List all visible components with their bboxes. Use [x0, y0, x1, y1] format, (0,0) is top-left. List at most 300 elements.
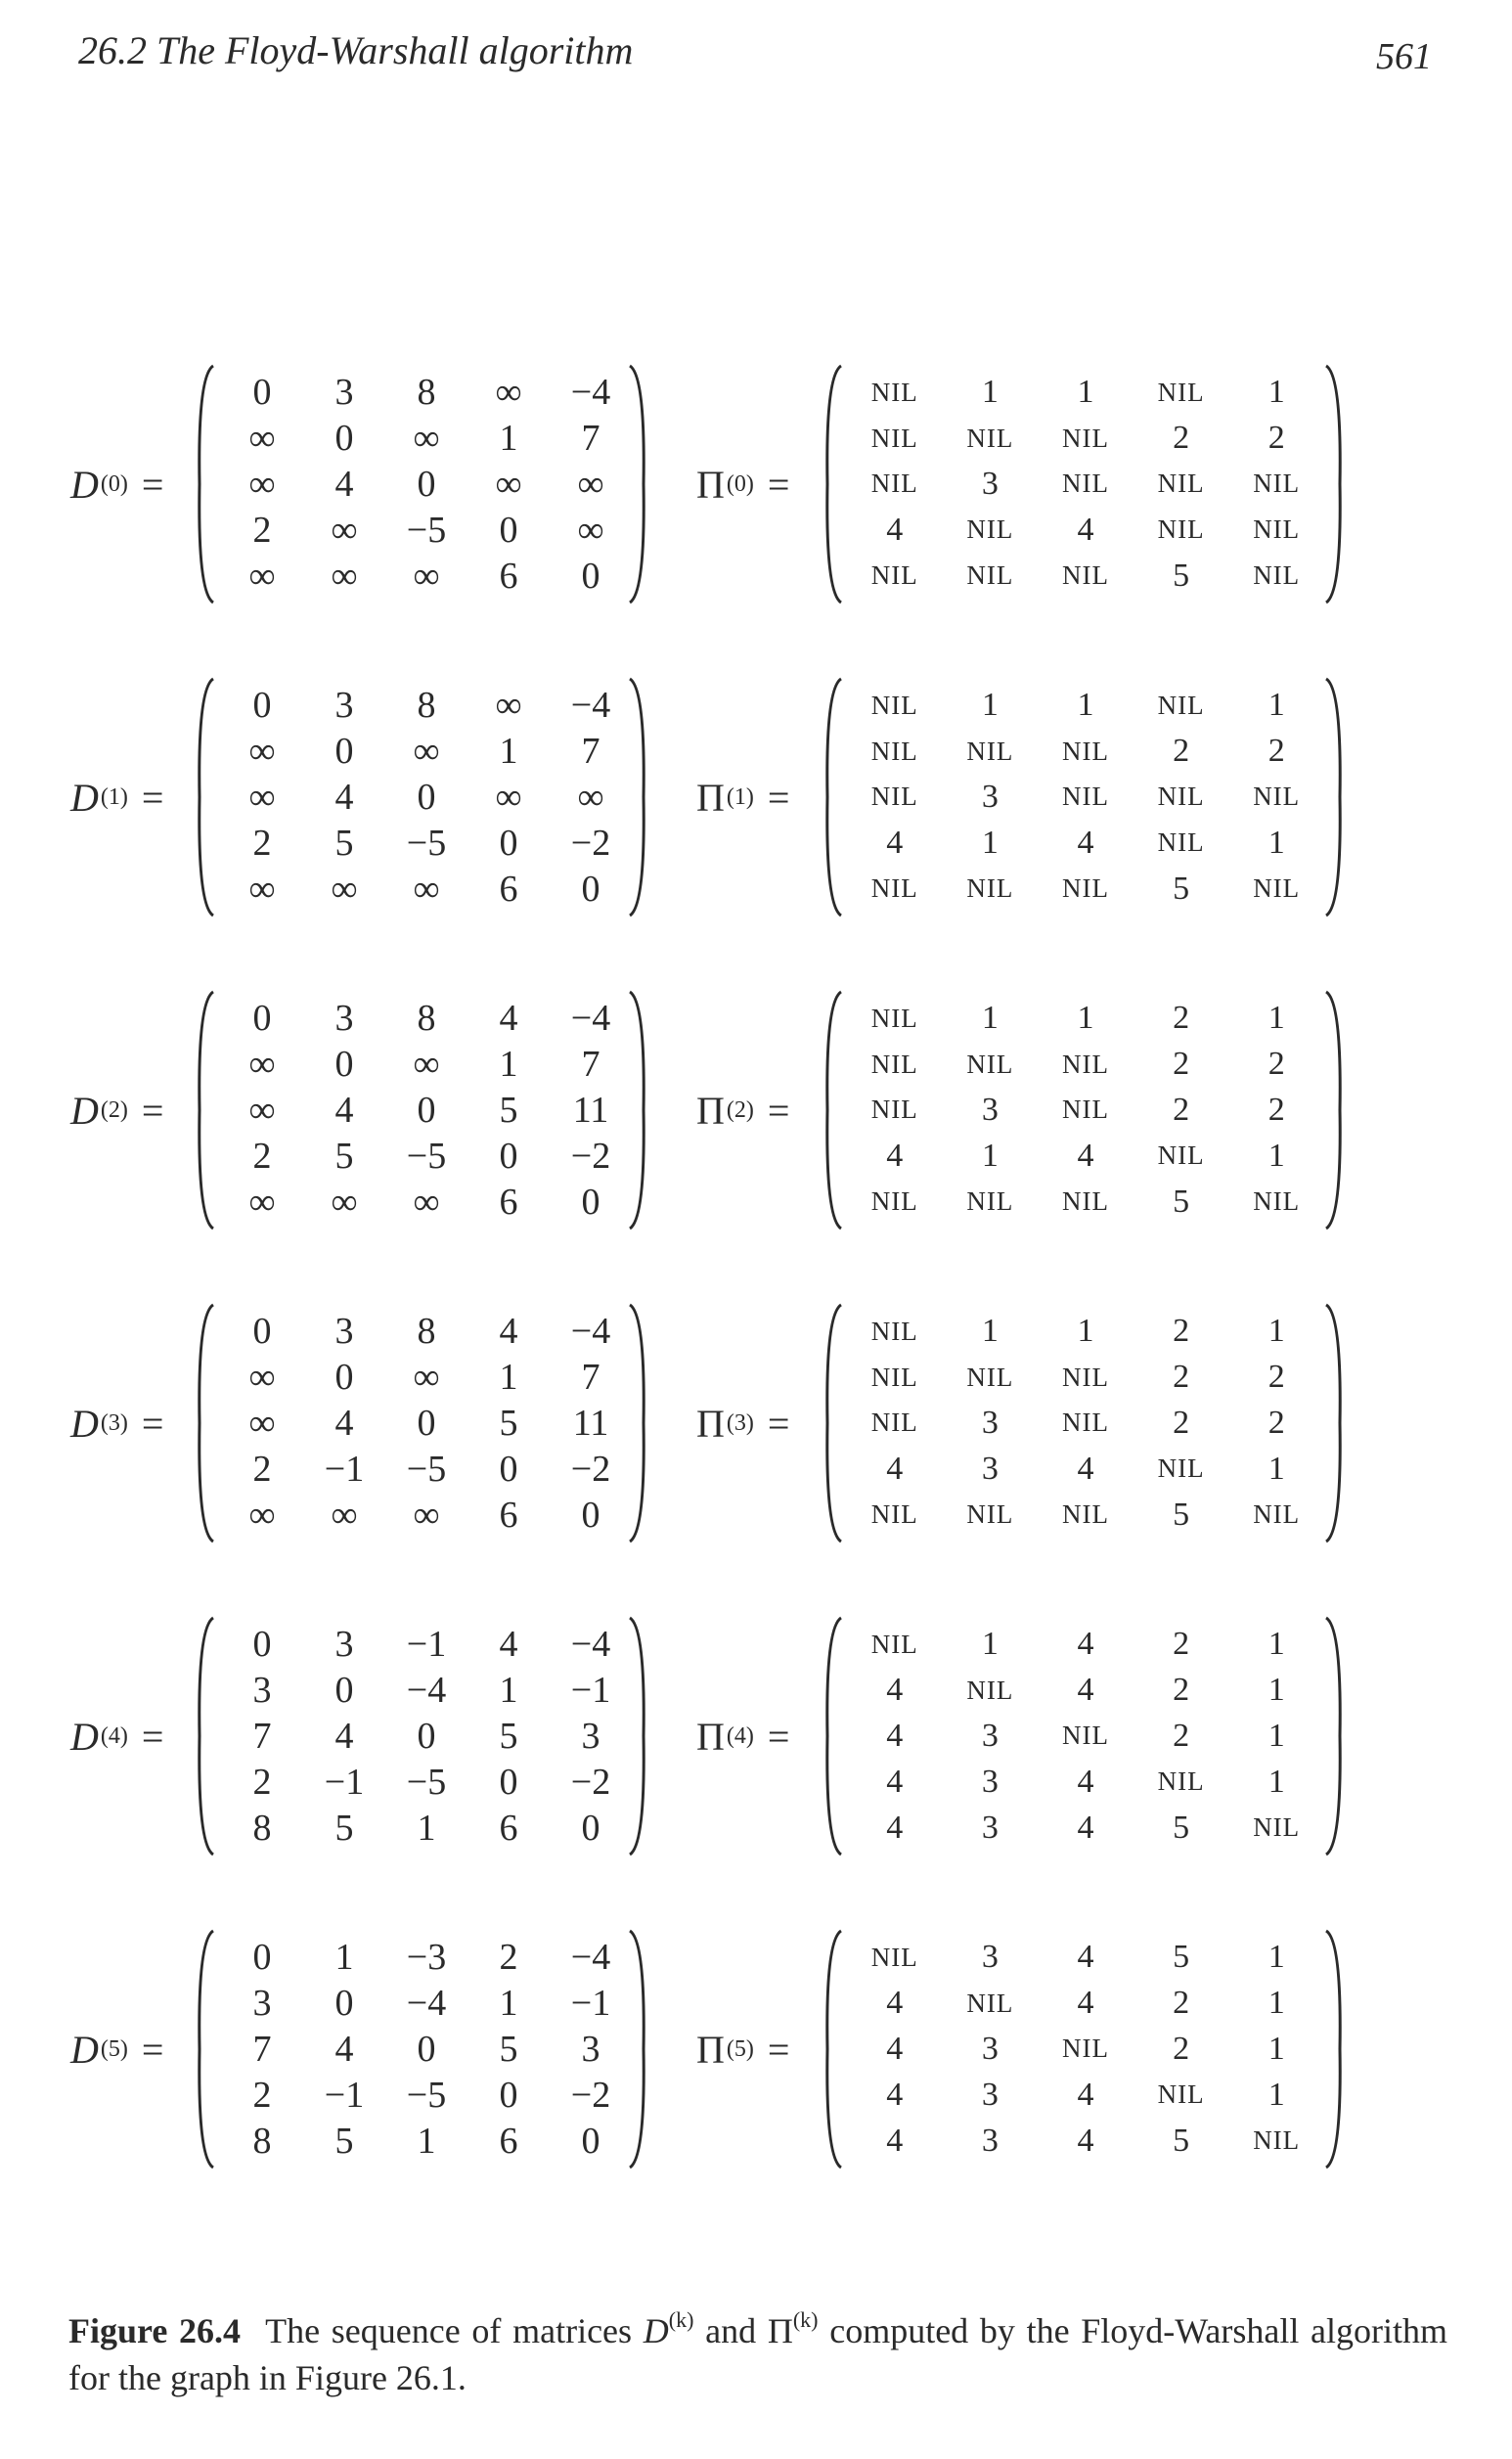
matrix-cell: NIL: [870, 1499, 918, 1530]
matrix-cell: 2: [1173, 420, 1190, 457]
matrix-cell: NIL: [1253, 469, 1301, 499]
matrix-cell: 1: [417, 1807, 436, 1849]
k-superscript: (3): [100, 1409, 128, 1436]
matrix-cell: 4: [886, 1809, 904, 1846]
matrix-cell: ∞: [248, 1357, 276, 1399]
matrix-cell: 0: [417, 1402, 436, 1444]
matrix-cell: −1: [324, 2074, 365, 2116]
right-bracket: [1322, 988, 1344, 1232]
distance-matrix: [221, 683, 632, 912]
matrix-cell: −5: [406, 1761, 447, 1803]
matrix-cell: NIL: [1157, 1766, 1205, 1797]
matrix-cell: 2: [1173, 1313, 1190, 1350]
predecessor-matrix: [847, 1309, 1324, 1538]
matrix-cell: 4: [886, 2030, 904, 2067]
matrix-cell: 8: [417, 685, 436, 727]
matrix-cell: 0: [334, 731, 354, 773]
matrix-cell: NIL: [870, 1049, 918, 1079]
matrix-cell: 2: [499, 1937, 518, 1979]
matrix-cell: 1: [499, 1357, 518, 1399]
matrix-cell: ∞: [248, 463, 276, 505]
p-matrix-label: [696, 1614, 789, 1858]
matrix-cell: 2: [252, 1761, 272, 1803]
k-superscript: (0): [726, 470, 754, 497]
d-symbol: D: [70, 1714, 99, 1759]
matrix-cell: −5: [406, 2074, 447, 2116]
right-bracket: [1322, 362, 1344, 606]
d-matrix-label: [70, 675, 163, 919]
matrix-cell: 4: [886, 1985, 904, 2022]
right-bracket: [1322, 1614, 1344, 1858]
matrix-cell: 1: [1267, 2030, 1285, 2067]
matrix-cell: 2: [1173, 1626, 1190, 1663]
left-bracket: [823, 1614, 845, 1858]
matrix-cell: 3: [252, 1670, 272, 1712]
matrix-cell: 5: [499, 1715, 518, 1757]
matrix-cell: 1: [1077, 687, 1094, 724]
page-number: 561: [1376, 36, 1432, 77]
matrix-cell: 4: [1077, 1763, 1094, 1800]
caption-text-2: computed by the Floyd-Warshall algorithm for the graph in Figure 26.1.: [68, 2311, 1448, 2397]
matrix-cell: 1: [981, 687, 999, 724]
matrix-cell: NIL: [1157, 1453, 1205, 1484]
matrix-cell: ∞: [248, 1044, 276, 1086]
figure-caption: [68, 2297, 1447, 2401]
matrix-cell: 2: [252, 1135, 272, 1177]
matrix-cell: NIL: [966, 1675, 1014, 1705]
matrix-cell: NIL: [1062, 1362, 1109, 1392]
matrix-cell: NIL: [966, 1186, 1014, 1217]
matrix-cell: 4: [1077, 1626, 1094, 1663]
predecessor-matrix: [847, 1935, 1324, 2164]
matrix-cell: NIL: [870, 873, 918, 904]
matrix-cell: NIL: [1062, 560, 1109, 591]
matrix-cell: ∞: [248, 776, 276, 818]
matrix-cell: NIL: [870, 1408, 918, 1438]
predecessor-matrix: [847, 683, 1324, 912]
matrix-cell: 5: [1173, 557, 1190, 594]
matrix-cell: −1: [570, 1670, 611, 1712]
matrix-cell: 1: [1267, 1000, 1285, 1037]
k-superscript: (3): [726, 1409, 754, 1436]
matrix-cell: −1: [324, 1761, 365, 1803]
matrix-cell: −4: [570, 1624, 611, 1666]
matrix-cell: 3: [981, 778, 999, 815]
matrix-cell: ∞: [495, 372, 522, 414]
matrix-cell: 1: [1267, 1137, 1285, 1174]
matrix-cell: −2: [570, 822, 611, 864]
matrix-cell: 3: [252, 1983, 272, 2025]
matrix-cell: NIL: [1253, 2125, 1301, 2156]
matrix-cell: 5: [1173, 870, 1190, 907]
matrix-cell: −3: [406, 1937, 447, 1979]
matrix-cell: 5: [1173, 1183, 1190, 1220]
matrix-cell: 3: [334, 372, 354, 414]
matrix-cell: NIL: [870, 1186, 918, 1217]
matrix-cell: 4: [334, 776, 354, 818]
matrix-cell: 3: [981, 1450, 999, 1487]
matrix-row-0: [0, 362, 1512, 606]
matrix-cell: NIL: [1062, 469, 1109, 499]
matrix-cell: ∞: [413, 1357, 440, 1399]
matrix-cell: ∞: [248, 1089, 276, 1131]
matrix-cell: −5: [406, 1448, 447, 1490]
matrix-cell: 8: [417, 1311, 436, 1353]
matrix-cell: NIL: [870, 469, 918, 499]
d-matrix-label: [70, 1301, 163, 1545]
matrix-cell: ∞: [248, 418, 276, 460]
matrix-cell: 0: [334, 1670, 354, 1712]
matrix-cell: 3: [334, 1624, 354, 1666]
left-bracket: [196, 675, 217, 919]
matrix-cell: ∞: [248, 1181, 276, 1223]
predecessor-matrix: [847, 1622, 1324, 1851]
matrix-cell: 11: [572, 1402, 609, 1444]
equals-sign: =: [141, 1088, 164, 1133]
matrix-cell: NIL: [1062, 873, 1109, 904]
matrix-cell: NIL: [1253, 873, 1301, 904]
matrix-cell: 2: [1267, 420, 1285, 457]
matrix-cell: NIL: [966, 1988, 1014, 2018]
matrix-cell: 3: [981, 2030, 999, 2067]
matrix-cell: NIL: [1253, 1186, 1301, 1217]
matrix-cell: 0: [334, 1044, 354, 1086]
equals-sign: =: [767, 462, 790, 507]
matrix-cell: 2: [1173, 1985, 1190, 2022]
matrix-cell: −4: [570, 1311, 611, 1353]
matrix-cell: −5: [406, 509, 447, 551]
matrix-cell: NIL: [870, 1362, 918, 1392]
matrix-cell: −4: [570, 998, 611, 1040]
matrix-cell: NIL: [1157, 827, 1205, 858]
matrix-cell: 6: [499, 868, 518, 910]
matrix-cell: ∞: [413, 731, 440, 773]
matrix-cell: 1: [1077, 374, 1094, 411]
right-bracket: [1322, 1301, 1344, 1545]
matrix-cell: NIL: [870, 1003, 918, 1033]
matrix-cell: −4: [570, 685, 611, 727]
matrix-cell: 4: [334, 463, 354, 505]
matrix-cell: 1: [334, 1937, 354, 1979]
matrix-cell: −2: [570, 1761, 611, 1803]
matrix-cell: ∞: [577, 463, 604, 505]
p-symbol: Π: [696, 1401, 725, 1446]
right-bracket: [626, 988, 647, 1232]
matrix-cell: 7: [581, 1357, 600, 1399]
matrix-cell: ∞: [331, 868, 358, 910]
right-bracket: [626, 675, 647, 919]
left-bracket: [196, 1927, 217, 2171]
matrix-cell: 3: [981, 1091, 999, 1128]
matrix-cell: 4: [1077, 2076, 1094, 2113]
matrix-cell: NIL: [870, 1095, 918, 1125]
matrix-cell: 5: [334, 2120, 354, 2162]
matrix-cell: ∞: [413, 555, 440, 597]
matrix-cell: 1: [417, 2120, 436, 2162]
matrix-cell: 0: [417, 776, 436, 818]
matrix-cell: 5: [334, 1807, 354, 1849]
matrix-cell: 4: [334, 1089, 354, 1131]
caption-and: and: [705, 2311, 757, 2350]
matrix-cell: 5: [499, 1402, 518, 1444]
matrix-cell: 4: [886, 824, 904, 861]
matrix-cell: 4: [1077, 1137, 1094, 1174]
matrix-cell: 5: [334, 1135, 354, 1177]
matrix-cell: −1: [406, 1624, 447, 1666]
matrix-cell: 7: [252, 1715, 272, 1757]
matrix-cell: 0: [252, 1937, 272, 1979]
matrix-cell: NIL: [1062, 1499, 1109, 1530]
matrix-cell: NIL: [966, 560, 1014, 591]
matrix-cell: 0: [252, 685, 272, 727]
right-bracket: [1322, 1927, 1344, 2171]
p-matrix-label: [696, 1301, 789, 1545]
right-bracket: [626, 1927, 647, 2171]
matrix-cell: 4: [499, 1624, 518, 1666]
matrix-cell: NIL: [870, 736, 918, 766]
matrix-cell: 6: [499, 555, 518, 597]
matrix-cell: 1: [499, 1044, 518, 1086]
matrix-cell: 2: [1173, 1000, 1190, 1037]
caption-text-1: The sequence of matrices: [265, 2311, 633, 2350]
matrix-cell: 1: [1267, 687, 1285, 724]
matrix-row-4: [0, 1614, 1512, 1858]
predecessor-matrix: [847, 996, 1324, 1225]
matrix-cell: 4: [886, 1450, 904, 1487]
matrix-cell: 0: [252, 1624, 272, 1666]
matrix-cell: NIL: [966, 736, 1014, 766]
matrix-cell: NIL: [870, 690, 918, 720]
matrix-cell: 2: [252, 822, 272, 864]
matrix-cell: ∞: [331, 509, 358, 551]
matrix-cell: 4: [1077, 1672, 1094, 1709]
matrix-cell: −5: [406, 822, 447, 864]
matrix-cell: 4: [334, 1715, 354, 1757]
d-matrix-label: [70, 988, 163, 1232]
matrix-cell: NIL: [870, 1316, 918, 1346]
matrix-cell: 3: [981, 465, 999, 502]
matrix-cell: 3: [581, 2028, 600, 2070]
matrix-cell: NIL: [870, 782, 918, 812]
matrix-cell: 4: [886, 1672, 904, 1709]
matrix-cell: −4: [570, 372, 611, 414]
matrix-cell: 0: [334, 1357, 354, 1399]
matrix-cell: 2: [1173, 1672, 1190, 1709]
matrix-cell: ∞: [248, 555, 276, 597]
matrix-cell: −4: [406, 1983, 447, 2025]
matrix-row-1: [0, 675, 1512, 919]
left-bracket: [823, 675, 845, 919]
equals-sign: =: [141, 1714, 164, 1759]
matrix-cell: 2: [1173, 733, 1190, 770]
p-symbol: Π: [696, 2027, 725, 2072]
right-bracket: [1322, 675, 1344, 919]
matrix-cell: 1: [1267, 824, 1285, 861]
matrix-cell: 0: [252, 1311, 272, 1353]
matrix-cell: 4: [334, 1402, 354, 1444]
matrix-cell: 2: [1267, 1359, 1285, 1396]
matrix-cell: 3: [581, 1715, 600, 1757]
matrix-cell: NIL: [1062, 1721, 1109, 1751]
left-bracket: [196, 362, 217, 606]
matrix-cell: 4: [886, 1717, 904, 1754]
matrix-cell: 4: [886, 1137, 904, 1174]
matrix-cell: ∞: [577, 509, 604, 551]
matrix-cell: 1: [981, 374, 999, 411]
matrix-cell: 0: [417, 1715, 436, 1757]
distance-matrix: [221, 370, 632, 599]
matrix-cell: NIL: [1253, 1499, 1301, 1530]
matrix-cell: NIL: [1157, 469, 1205, 499]
left-bracket: [196, 1614, 217, 1858]
matrix-cell: 2: [1267, 1404, 1285, 1441]
matrix-cell: 7: [581, 731, 600, 773]
matrix-cell: 0: [499, 1135, 518, 1177]
matrix-cell: 3: [981, 2076, 999, 2113]
matrix-row-3: [0, 1301, 1512, 1545]
left-bracket: [823, 1301, 845, 1545]
k-superscript: (1): [726, 783, 754, 810]
matrix-cell: NIL: [966, 1362, 1014, 1392]
matrix-cell: NIL: [1062, 1049, 1109, 1079]
distance-matrix: [221, 1622, 632, 1851]
matrix-cell: ∞: [331, 1181, 358, 1223]
k-superscript: (1): [100, 783, 128, 810]
matrix-cell: ∞: [413, 1044, 440, 1086]
k-superscript: (0): [100, 470, 128, 497]
matrix-cell: 7: [252, 2028, 272, 2070]
matrix-cell: ∞: [413, 1494, 440, 1536]
matrix-cell: 0: [334, 418, 354, 460]
matrix-cell: 3: [981, 2122, 999, 2159]
matrix-cell: 0: [581, 555, 600, 597]
matrix-cell: 4: [1077, 1450, 1094, 1487]
matrix-cell: 8: [252, 2120, 272, 2162]
right-bracket: [626, 1614, 647, 1858]
p-matrix-label: [696, 1927, 789, 2171]
matrix-cell: ∞: [413, 1181, 440, 1223]
matrix-cell: 4: [1077, 1985, 1094, 2022]
left-bracket: [823, 988, 845, 1232]
matrix-cell: 4: [499, 1311, 518, 1353]
matrix-cell: 4: [886, 1763, 904, 1800]
matrix-cell: −5: [406, 1135, 447, 1177]
matrix-cell: 4: [1077, 1809, 1094, 1846]
matrix-cell: ∞: [331, 555, 358, 597]
matrix-cell: 2: [1267, 733, 1285, 770]
matrix-cell: NIL: [966, 1499, 1014, 1530]
matrix-cell: 5: [499, 2028, 518, 2070]
matrix-cell: 4: [1077, 511, 1094, 548]
matrix-cell: NIL: [1062, 736, 1109, 766]
equals-sign: =: [141, 462, 164, 507]
matrix-cell: 2: [1173, 2030, 1190, 2067]
matrix-cell: 0: [581, 1807, 600, 1849]
matrix-cell: 1: [981, 1137, 999, 1174]
matrix-cell: ∞: [331, 1494, 358, 1536]
matrix-cell: 0: [334, 1983, 354, 2025]
matrix-cell: NIL: [1062, 423, 1109, 453]
matrix-cell: 1: [981, 1000, 999, 1037]
matrix-cell: 4: [1077, 824, 1094, 861]
matrix-cell: 1: [1267, 1626, 1285, 1663]
matrix-cell: 0: [499, 509, 518, 551]
matrix-cell: 6: [499, 1807, 518, 1849]
equals-sign: =: [767, 1714, 790, 1759]
matrix-cell: NIL: [1157, 782, 1205, 812]
matrix-cell: 1: [1267, 1450, 1285, 1487]
matrix-cell: 4: [886, 511, 904, 548]
d-symbol: D: [70, 462, 99, 507]
matrix-cell: 3: [981, 1404, 999, 1441]
matrix-cell: 4: [1077, 1939, 1094, 1976]
matrix-cell: ∞: [413, 868, 440, 910]
matrix-cell: 7: [581, 1044, 600, 1086]
matrix-cell: 2: [1173, 1046, 1190, 1083]
predecessor-matrix: [847, 370, 1324, 599]
matrix-cell: NIL: [1157, 377, 1205, 407]
matrix-cell: 0: [417, 463, 436, 505]
matrix-cell: ∞: [248, 731, 276, 773]
left-bracket: [823, 362, 845, 606]
matrix-cell: 5: [499, 1089, 518, 1131]
matrix-cell: NIL: [1062, 1186, 1109, 1217]
k-superscript: (2): [100, 1096, 128, 1123]
matrix-cell: 0: [581, 868, 600, 910]
matrix-cell: 2: [1173, 1359, 1190, 1396]
matrix-cell: ∞: [495, 776, 522, 818]
matrix-cell: 6: [499, 1181, 518, 1223]
matrix-cell: 0: [252, 372, 272, 414]
matrix-cell: NIL: [1062, 2034, 1109, 2064]
p-symbol: Π: [696, 1714, 725, 1759]
caption-d-superscript: (k): [668, 2307, 694, 2332]
caption-p-symbol: Π: [767, 2311, 793, 2350]
matrix-cell: 3: [981, 1763, 999, 1800]
matrix-cell: 4: [1077, 2122, 1094, 2159]
matrix-cell: 2: [1173, 1717, 1190, 1754]
matrix-cell: 1: [1267, 1939, 1285, 1976]
k-superscript: (5): [726, 2035, 754, 2062]
matrix-cell: 1: [981, 824, 999, 861]
matrix-cell: 1: [1267, 1672, 1285, 1709]
caption-p-superscript: (k): [792, 2307, 819, 2332]
matrix-cell: −1: [324, 1448, 365, 1490]
matrix-cell: 2: [1267, 1046, 1285, 1083]
matrix-cell: 0: [581, 1181, 600, 1223]
matrix-cell: NIL: [966, 1049, 1014, 1079]
matrix-cell: NIL: [1253, 560, 1301, 591]
matrix-cell: NIL: [1253, 514, 1301, 545]
matrix-cell: 1: [499, 731, 518, 773]
matrix-cell: 2: [252, 1448, 272, 1490]
matrix-cell: 1: [1267, 374, 1285, 411]
matrix-cell: 3: [334, 998, 354, 1040]
matrix-cell: NIL: [1062, 782, 1109, 812]
matrix-cell: ∞: [577, 776, 604, 818]
matrix-cell: ∞: [248, 1494, 276, 1536]
matrix-cell: −4: [570, 1937, 611, 1979]
d-symbol: D: [70, 1401, 99, 1446]
matrix-cell: −4: [406, 1670, 447, 1712]
matrix-cell: NIL: [1062, 1095, 1109, 1125]
matrix-cell: NIL: [870, 1629, 918, 1659]
matrix-cell: NIL: [1062, 1408, 1109, 1438]
matrix-cell: NIL: [870, 560, 918, 591]
right-bracket: [626, 1301, 647, 1545]
matrix-cell: 2: [252, 509, 272, 551]
matrix-cell: 4: [886, 2076, 904, 2113]
